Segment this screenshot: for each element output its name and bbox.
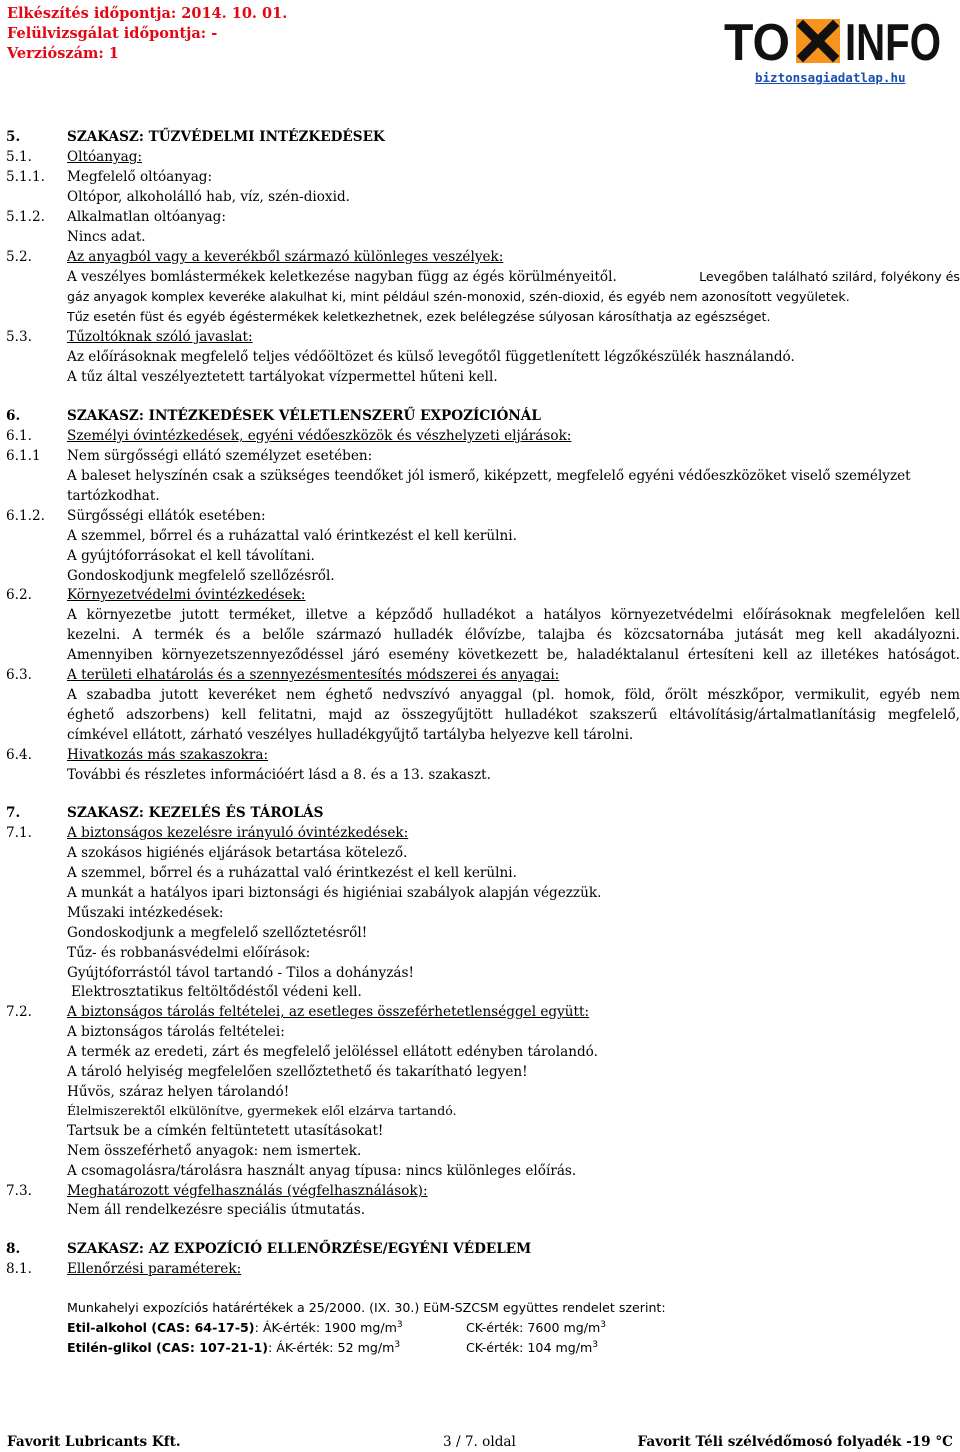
logo-right-text: INFO (845, 14, 941, 72)
section-5-1-2: 5.1.2. Alkalmatlan oltóanyag: (6, 209, 226, 225)
section-7-1-line1: A szokásos higiénés eljárások betartása kötelező. (67, 845, 408, 861)
section-7-2-line2: A termék az eredeti, zárt és megfelelő jelöléssel ellátott edényben tárolandó. (67, 1044, 598, 1060)
section-8-1-line1: Munkahelyi expozíciós határértékek a 25/2000. (IX. 30.) EüM-SZCSM együttes rendelet szerint: (67, 1300, 666, 1315)
section-5-3-line2: A tűz által veszélyeztetett tartályokat vízpermettel hűteni kell. (67, 369, 498, 385)
section-6-1-1: 6.1.1 Nem sürgősségi ellátó személyzet esetében: (6, 448, 373, 464)
exposure-row-ethanol: Etil-alkohol (CAS: 64-17-5): ÁK-érték: 1900 $mg/m^3$ CK-érték: 7600 $mg/m^3$ (67, 1319, 606, 1335)
substance-name: Etilén-glikol (CAS: 107-21-1) (67, 1340, 269, 1355)
section-5-2-line2: gáz anyagok komplex keveréke alakulhat ki, mint például szén-monoxid, szén-dioxid, és egyéb nem azonosított vegyületek. (67, 289, 850, 304)
section-7-3-line1: Nem áll rendelkezésre speciális útmutatás. (67, 1202, 366, 1218)
ck-value: CK-érték: 7600 mg/m (466, 1320, 601, 1335)
section-7-2-line1: A biztonságos tárolás feltételei: (67, 1024, 285, 1040)
section-7-3: 7.3. Meghatározott végfelhasználás (végfelhasználások): (6, 1183, 428, 1199)
ck-value: CK-érték: 104 mg/m (466, 1340, 593, 1355)
section-5-1-1-text: Oltópor, alkoholálló hab, víz, szén-dioxid. (67, 189, 350, 205)
section-6-2-line2: kezelni. A termék és a belőle származó hulladék élővízbe, talajba és közcsatornába jutását meg kell akadályozni. (67, 627, 960, 643)
header-info (7, 4, 287, 64)
footer-company: Favorit Lubricants Kft. (7, 1434, 181, 1450)
section-6-2-line3: Amennyiben környezetszennyeződéssel járó esemény következett be, haladéktalanul értesíteni kell az illetékes hatóságot. (67, 647, 960, 663)
section-6-1-1-line2: tartózkodhat. (67, 488, 160, 504)
section-7-2-line5: Élelmiszerektől elkülönítve, gyermekek elől elzárva tartandó. (67, 1103, 457, 1118)
section-8-heading: 8. SZAKASZ: AZ EXPOZÍCIÓ ELLENŐRZÉSE/EGYÉNI VÉDELEM (6, 1241, 532, 1257)
section-5-3: 5.3. Tűzoltóknak szóló javaslat: (6, 329, 253, 345)
section-7-1-line3: A munkát a hatályos ipari biztonsági és higiéniai szabályok alapján végezzük. (67, 885, 602, 901)
section-7-2-line7: Nem összeférhető anyagok: nem ismertek. (67, 1143, 362, 1159)
prep-date: Elkészítés időpontja: 2014. 10. 01. (7, 5, 288, 22)
section-5-1: 5.1. Oltóanyag: (6, 149, 143, 165)
section-7-2-line3: A tároló helyiség megfelelően szellőztethető és takarítható legyen! (67, 1064, 528, 1080)
section-6-3-line3: címkével ellátott, zárható veszélyes hulladékgyűjtő tartályba helyezve kell tárolni. (67, 727, 634, 743)
section-6-2-line1: A környezetbe jutott terméket, illetve a képződő hulladékot a hatályos környezetvédelmi előírásoknak megfelelően kell (67, 607, 960, 623)
section-7-1-line8: Elektrosztatikus feltöltődéstől védeni kell. (71, 984, 362, 1000)
section-7-1-line5: Gondoskodjunk a megfelelő szellőztetésről! (67, 925, 368, 941)
footer-product: Favorit Téli szélvédőmosó folyadék -19 °C (637, 1434, 953, 1450)
section-6-3-line2: éghető adszorbens) kell felitatni, majd az összegyűjtött hulladékot szakszerű eltávolításig/ártalmatlanításig megfelelő, (67, 707, 960, 723)
section-5-1-2-text: Nincs adat. (67, 229, 146, 245)
version: Verziószám: 1 (7, 45, 119, 62)
section-5-1-1: 5.1.1. Megfelelő oltóanyag: (6, 169, 213, 185)
section-6-1-2-line2: A gyújtóforrásokat el kell távolítani. (67, 548, 315, 564)
section-7-2-line4: Hűvös, száraz helyen tárolandó! (67, 1084, 290, 1100)
website-link[interactable]: biztonsagiadatlap.hu (755, 70, 906, 85)
section-5-2-line1: A veszélyes bomlástermékek keletkezése nagyban függ az égés körülményeitől. Levegőben található szilárd, folyékony és (67, 269, 960, 285)
section-7-1-line4: Műszaki intézkedések: (67, 905, 224, 921)
section-6-1-2-line1: A szemmel, bőrrel és a ruházattal való érintkezést el kell kerülni. (67, 528, 517, 544)
section-7-2-line8: A csomagolásra/tárolásra használt anyag típusa: nincs különleges előírás. (67, 1163, 577, 1179)
section-7-heading: 7. SZAKASZ: KEZELÉS ÉS TÁROLÁS (6, 805, 324, 821)
section-6-1-1-line1: A baleset helyszínén csak a szükséges teendőket jól ismerő, kiképzett, megfelelő egyéni védőeszközöket viselő személyzet (67, 468, 911, 484)
section-6-3-line1: A szabadba jutott keveréket nem éghető nedvszívó anyaggal (pl. homok, föld, őrölt mészkőpor, vermikulit, egyéb nem (67, 687, 960, 703)
footer-page-number: 3 / 7. oldal (443, 1434, 516, 1450)
section-6-1: 6.1. Személyi óvintézkedések, egyéni védőeszközök és vészhelyzeti eljárások: (6, 428, 572, 444)
section-7-1: 7.1. A biztonságos kezelésre irányuló óvintézkedések: (6, 825, 409, 841)
section-6-1-2-line3: Gondoskodjunk megfelelő szellőzésről. (67, 568, 335, 584)
section-7-2: 7.2. A biztonságos tárolás feltételei, az esetleges összeférhetetlenséggel együtt: (6, 1004, 590, 1020)
section-7-2-line6: Tartsuk be a címkén feltüntetett utasításokat! (67, 1123, 384, 1139)
section-6-1-2: 6.1.2. Sürgősségi ellátók esetében: (6, 508, 266, 524)
toxinfo-logo (724, 14, 942, 72)
exposure-row-ethylene-glycol: Etilén-glikol (CAS: 107-21-1): ÁK-érték: 52 $mg/m^3$ CK-érték: 104 $mg/m^3$ (67, 1339, 598, 1355)
ak-value: : ÁK-érték: 1900 mg/m (254, 1320, 397, 1335)
review-date: Felülvizsgálat időpontja: - (7, 25, 218, 42)
section-7-1-line6: Tűz- és robbanásvédelmi előírások: (67, 945, 311, 961)
hazard-cross-icon (796, 19, 840, 63)
section-5-2: 5.2. Az anyagból vagy a keverékből származó különleges veszélyek: (6, 249, 504, 265)
section-5-2-line3: Tűz esetén füst és egyéb égéstermékek keletkezhetnek, ezek belélegzése súlyosan károsíthatja az egészséget. (67, 309, 771, 324)
section-5-heading: 5. SZAKASZ: TŰZVÉDELMI INTÉZKEDÉSEK (6, 129, 385, 145)
ak-value: : ÁK-érték: 52 mg/m (268, 1340, 395, 1355)
section-7-1-line7: Gyújtóforrástól távol tartandó - Tilos a dohányzás! (67, 965, 414, 981)
section-6-4-line1: További és részletes információért lásd a 8. és a 13. szakaszt. (67, 767, 491, 783)
logo-left-text: TO (724, 14, 790, 72)
section-6-heading: 6. SZAKASZ: INTÉZKEDÉSEK VÉLETLENSZERŰ EXPOZÍCIÓNÁL (6, 408, 541, 424)
section-7-1-line2: A szemmel, bőrrel és a ruházattal való érintkezést el kell kerülni. (67, 865, 517, 881)
section-6-4: 6.4. Hivatkozás más szakaszokra: (6, 747, 269, 763)
section-5-3-line1: Az előírásoknak megfelelő teljes védőöltözet és külső levegőtől függetlenített légzőkészülék használandó. (67, 349, 795, 365)
section-6-2: 6.2. Környezetvédelmi óvintézkedések: (6, 587, 306, 603)
section-6-3: 6.3. A területi elhatárolás és a szennyezésmentesítés módszerei és anyagai: (6, 667, 560, 683)
section-8-1: 8.1. Ellenőrzési paraméterek: (6, 1261, 242, 1277)
substance-name: Etil-alkohol (CAS: 64-17-5) (67, 1320, 255, 1335)
